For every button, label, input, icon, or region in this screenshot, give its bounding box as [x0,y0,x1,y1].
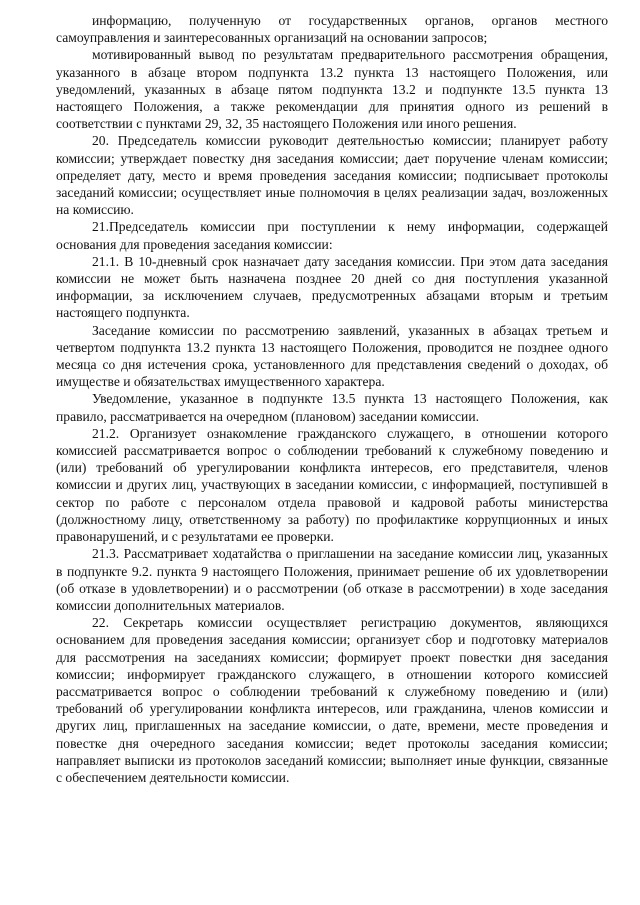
paragraph-notification: Уведомление, указанное в подпункте 13.5 пункта 13 настоящего Положения, как правило, рассматривается на очередном (плановом) заседании комиссии. [56,391,608,424]
document-page [56,12,608,786]
paragraph-motivated-conclusion: мотивированный вывод по результатам предварительного рассмотрения обращения, указанного в абзаце втором подпункта 13.2 пункта 13 настоящего Положения, или уведомлений, указанных в абзаце пятом подпункта 13.2 и подпункте 13.5 пункта 13 настоящего Положения, а также рекомендации для принятия одного из решений в соответствии с пунктами 29, 32, 35 настоящего Положения или иного решения. [56,47,608,132]
paragraph-item-21: 21.Председатель комиссии при поступлении к нему информации, содержащей основания для проведения заседания комиссии: [56,219,608,252]
paragraph-item-21-3: 21.3. Рассматривает ходатайства о приглашении на заседание комиссии лиц, указанных в подпункте 9.2. пункта 9 настоящего Положения, принимает решение об их удовлетворении (об отказе в удовлетворении) и о рассмотрении (об отказе в рассмотрении) в ходе заседания комиссии дополнительных материалов. [56,546,608,613]
paragraph-item-22: 22. Секретарь комиссии осуществляет регистрацию документов, являющихся основанием для проведения заседания комиссии; организует сбор и подготовку материалов для рассмотрения на заседаниях комиссии; формирует проект повестки дня заседания комиссии; информирует гражданского служащего, в отношении которого комиссией рассматривается вопрос о соблюдении требований к служебному поведению и (или) требований об урегулировании конфликта интересов, или гражданина, членов комиссии и других лиц, приглашенных на заседание комиссии, о дате, времени, месте проведения и повестке дня очередного заседания комиссии; ведет протоколы заседания комиссии; направляет выписки из протоколов заседаний комиссии; выполняет иные функции, связанные с обеспечением деятельности комиссии. [56,615,608,785]
paragraph-item-20: 20. Председатель комиссии руководит деятельностью комиссии; планирует работу комиссии; утверждает повестку дня заседания комиссии; дает поручение членам комиссии; определяет дату, место и время проведения заседания комиссии; подписывает протоколы заседаний комиссии; осуществляет иные полномочия в целях реализации задач, возложенных на комиссию. [56,133,608,218]
paragraph-item-21-2: 21.2. Организует ознакомление гражданского служащего, в отношении которого комиссией рассматривается вопрос о соблюдении требований к служебному поведению и (или) требований об урегулировании конфликта интересов, его представителя, членов комиссии и других лиц, участвующих в заседании комиссии, с информацией, поступившей в сектор по работе с персоналом отдела правовой и кадровой работы министерства (должностному лицу, ответственному за работу) по профилактике коррупционных и иных правонарушений, и с результатами ее проверки. [56,425,608,545]
paragraph-info-sources: информацию, полученную от государственных органов, органов местного самоуправления и заинтересованных организаций на основании запросов; [56,13,608,46]
paragraph-item-21-1: 21.1. В 10-дневный срок назначает дату заседания комиссии. При этом дата заседания комиссии не может быть назначена позднее 20 дней со дня поступления указанной информации, за исключением случаев, предусмотренных абзацами вторым и третьим настоящего подпункта. [56,253,608,321]
paragraph-meeting-statements: Заседание комиссии по рассмотрению заявлений, указанных в абзацах третьем и четвертом подпункта 13.2 пункта 13 настоящего Положения, проводится не позднее одного месяца со дня истечения срока, установленного для представления сведений о доходах, об имуществе и обязательствах имущественного характера. [56,322,608,390]
